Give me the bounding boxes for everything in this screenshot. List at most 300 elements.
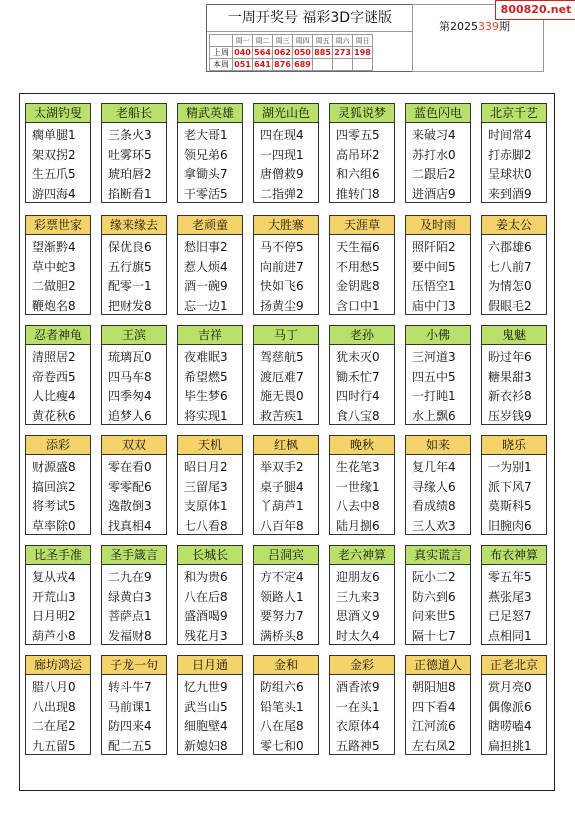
riddle-lines [254,345,318,426]
riddle-line: 生五爪5 [32,167,76,181]
riddle-line: 推转门8 [336,186,380,201]
riddle-lines [254,235,318,316]
riddle-card [253,325,319,425]
riddle-author-name: 鬼魅 [482,326,546,345]
riddle-line: 庙中门3 [412,298,456,313]
riddle-lines [102,235,166,316]
riddle-line: 搞回滨2 [32,479,76,494]
riddle-lines [102,345,166,426]
riddle-line: 二九在9 [108,570,152,584]
riddle-line: 八在后8 [184,589,228,604]
riddle-card [405,215,471,315]
riddle-line: 举双手2 [260,460,304,474]
riddle-author-name: 老顽童 [178,216,242,235]
riddle-line: 方不定4 [260,570,304,584]
row-label: 上周 [210,47,233,59]
site-watermark-badge[interactable]: 800820.net [495,0,575,20]
riddle-card [101,545,167,645]
riddle-line: 三留尾3 [184,479,228,494]
riddle-card [25,103,91,203]
riddle-card [481,103,547,203]
riddle-author-name: 比圣手准 [26,546,90,565]
riddle-line: 把财发8 [108,298,152,313]
issue-prefix: 第2025 [439,20,478,33]
weekday-label: 周二 [253,35,273,47]
riddle-line: 残花月3 [184,628,228,643]
riddle-line: 丫葫芦1 [260,499,304,513]
riddle-card [481,655,547,755]
riddle-card [177,545,243,645]
riddle-lines [330,345,394,426]
riddle-line: 瘸单腿1 [32,128,76,142]
weekday-label: 周一 [233,35,253,47]
riddle-line: 看成绩8 [412,499,456,513]
riddle-line: 三九来3 [336,589,380,604]
riddle-author-name: 布衣神算 [482,546,546,565]
draw-number: 689 [294,60,311,69]
riddle-line: 阮小二2 [412,570,456,584]
riddle-line: 八百年8 [260,518,304,533]
riddle-line: 日月明2 [32,609,76,623]
riddle-lines [178,345,242,426]
weekday-label: 周六 [333,35,353,47]
riddle-line: 盛酒喝9 [184,609,228,623]
riddle-author-name: 金和 [254,656,318,675]
riddle-card [253,435,319,535]
riddle-line: 酒香浓9 [336,680,380,694]
riddle-author-name: 晚秋 [330,436,394,455]
riddle-line: 四零五5 [336,128,380,142]
riddle-lines [102,455,166,536]
riddle-line: 照阡陌2 [412,240,456,254]
riddle-line: 要努力7 [260,609,304,623]
issue-suffix: 期 [499,20,510,33]
riddle-card [101,435,167,535]
riddle-line: 四在现4 [260,128,304,142]
riddle-line: 燕张尾3 [488,589,532,604]
riddle-line: 一在头1 [336,699,380,714]
last-week-row [210,47,373,59]
riddle-lines [254,455,318,536]
riddle-line: 食八宝8 [336,408,380,423]
riddle-line: 拿锄头7 [184,167,228,181]
riddle-line: 马前课1 [108,699,152,714]
riddle-line: 二做胆2 [32,279,76,293]
riddle-line: 来破习4 [412,128,456,142]
riddle-lines [26,123,90,204]
draw-number: 876 [274,60,291,69]
panel-title: 一周开奖号 福彩3D字谜版 [207,5,413,32]
riddle-line: 一四现1 [260,147,304,162]
draw-number: 198 [354,48,371,57]
riddle-card [253,103,319,203]
riddle-line: 七八前7 [488,259,532,274]
riddle-line: 人比瘦4 [32,389,76,403]
this-week-row [210,59,373,71]
riddle-lines [102,565,166,646]
riddle-author-name: 正德道人 [406,656,470,675]
draw-number: 273 [334,48,351,57]
riddle-card [329,215,395,315]
riddle-line: 含口中1 [336,298,380,313]
riddle-line: 渡厄难7 [260,369,304,384]
riddle-lines [330,455,394,536]
riddle-line: 高吊环2 [336,147,380,162]
riddle-line: 扁担挑1 [488,738,532,753]
riddle-lines [330,675,394,756]
riddle-lines [254,675,318,756]
riddle-lines [330,123,394,204]
riddle-line: 要中间5 [412,259,456,274]
riddle-line: 四季匆4 [108,389,152,403]
riddle-card [329,435,395,535]
riddle-author-name: 双双 [102,436,166,455]
riddle-line: 五行旗5 [108,259,152,274]
riddle-line: 来到酒9 [488,186,532,201]
riddle-card [329,103,395,203]
riddle-author-name: 精武英雄 [178,104,242,123]
riddle-card [253,655,319,755]
riddle-line: 酒一碗9 [184,279,228,293]
riddle-line: 将考试5 [32,499,76,513]
riddle-line: 向前进7 [260,259,304,274]
riddle-line: 时间常4 [488,128,532,142]
riddle-author-name: 天涯草 [330,216,394,235]
riddle-author-name: 金彩 [330,656,394,675]
riddle-line: 掐断看1 [108,186,152,201]
riddle-author-name: 忍者神龟 [26,326,90,345]
riddle-author-name: 太湖钓叟 [26,104,90,123]
riddle-line: 发福财8 [108,628,152,643]
riddle-line: 琥珀唇2 [108,167,152,181]
riddle-lines [254,565,318,646]
riddle-line: 二在尾2 [32,719,76,733]
riddle-line: 九五留5 [32,738,76,753]
riddle-line: 八出现8 [32,699,76,714]
riddle-line: 细胞壁4 [184,719,228,733]
riddle-lines [406,675,470,756]
riddle-line: 三河道3 [412,350,456,364]
riddle-line: 绿黄白3 [108,589,152,604]
riddle-lines [482,123,546,204]
riddle-line: 零零配6 [108,479,152,494]
riddle-line: 草率除0 [32,518,76,533]
riddle-line: 呈球状0 [488,167,532,181]
riddle-line: 防六到6 [412,589,456,604]
riddle-lines [330,235,394,316]
riddle-line: 昭日月2 [184,460,228,474]
weekday-label: 周五 [313,35,333,47]
riddle-lines [26,345,90,426]
riddle-card [177,325,243,425]
draw-number [313,59,333,71]
riddle-line: 寻缘人6 [412,479,456,494]
riddle-line: 零七和0 [260,738,304,753]
riddle-line: 将实现1 [184,408,228,423]
riddle-author-name: 日月通 [178,656,242,675]
row-label: 本周 [210,59,233,71]
riddle-line: 转斗牛7 [108,680,152,694]
riddle-line: 朝阳旭8 [412,680,456,694]
riddle-lines [330,565,394,646]
draw-number: 564 [254,48,271,57]
riddle-line: 犹未灭0 [336,350,380,364]
riddle-card [481,435,547,535]
issue-digits: 339 [478,20,499,33]
riddle-card [101,655,167,755]
riddle-line: 金钥匙8 [336,279,380,293]
riddle-line: 愁旧事2 [184,240,228,254]
riddle-line: 点相同1 [488,628,532,643]
riddle-line: 江河流6 [412,719,456,733]
riddle-line: 惹人烦4 [184,259,228,274]
riddle-line: 陆月捌6 [336,518,380,533]
riddle-author-name: 圣手箴言 [102,546,166,565]
riddle-author-name: 马丁 [254,326,318,345]
riddle-lines [482,455,546,536]
riddle-line: 二跟后2 [412,167,456,181]
weekday-label: 周三 [273,35,293,47]
riddle-author-name: 吕洞宾 [254,546,318,565]
riddle-lines [102,123,166,204]
riddle-author-name: 廊坊鸿运 [26,656,90,675]
riddle-grid [19,93,555,791]
draw-number [353,59,373,71]
riddle-line: 四马车8 [108,369,152,384]
riddle-author-name: 湖光山色 [254,104,318,123]
riddle-author-name: 北京千艺 [482,104,546,123]
riddle-line: 桌子腿4 [260,479,304,494]
riddle-card [405,103,471,203]
riddle-line: 琉璃瓦0 [108,350,152,364]
riddle-line: 领路人1 [260,589,304,604]
riddle-line: 新媳妇8 [184,738,228,753]
riddle-line: 领兄弟6 [184,147,228,162]
riddle-author-name: 真实谎言 [406,546,470,565]
riddle-line: 马不停5 [260,240,304,254]
riddle-author-name: 如来 [406,436,470,455]
riddle-line: 三条火3 [108,128,152,142]
riddle-lines [482,235,546,316]
riddle-line: 逸散倒3 [108,499,152,513]
riddle-line: 希望燃5 [184,369,228,384]
riddle-line: 支原体1 [184,499,228,513]
riddle-line: 天生福6 [336,240,380,254]
riddle-author-name: 正老北京 [482,656,546,675]
riddle-lines [178,455,242,536]
riddle-card [101,325,167,425]
riddle-line: 问来世5 [412,609,456,623]
riddle-line: 忘一边1 [184,298,228,313]
riddle-line: 保优良6 [108,240,152,254]
riddle-line: 一为别1 [488,460,532,474]
draw-number: 050 [294,48,311,57]
riddle-line: 复从戎4 [32,570,76,584]
riddle-line: 不用愁5 [336,259,380,274]
riddle-card [481,545,547,645]
riddle-line: 新衣衫8 [488,389,532,403]
weekday-label: 周日 [353,35,373,47]
riddle-line: 生花笔3 [336,460,380,474]
weekday-header-row [210,35,373,47]
riddle-line: 零五年5 [488,570,532,584]
riddle-line: 一打盹1 [412,389,456,403]
riddle-card [481,325,547,425]
riddle-lines [482,675,546,756]
riddle-card [25,215,91,315]
riddle-line: 八去中8 [336,499,380,513]
draw-number [333,59,353,71]
riddle-line: 忆九世9 [184,680,228,694]
draw-number: 062 [274,48,291,57]
riddle-author-name: 彩票世家 [26,216,90,235]
riddle-card [177,435,243,535]
riddle-card [405,435,471,535]
draw-results-panel [206,4,414,72]
draw-number: 051 [234,60,251,69]
riddle-author-name: 蓝色闪电 [406,104,470,123]
weekday-label: 周四 [293,35,313,47]
riddle-line: 菩萨点1 [108,609,152,623]
riddle-line: 清照居2 [32,350,76,364]
riddle-author-name: 缘来缘去 [102,216,166,235]
riddle-line: 快如飞6 [260,279,304,293]
riddle-line: 驾慈航5 [260,350,304,364]
riddle-author-name: 长城长 [178,546,242,565]
riddle-line: 四五中5 [412,369,456,384]
riddle-card [405,545,471,645]
riddle-line: 追梦人6 [108,408,152,423]
riddle-line: 零在看0 [108,460,152,474]
riddle-line: 糖果甜3 [488,369,532,384]
riddle-card [101,215,167,315]
riddle-line: 压岁钱9 [488,408,532,423]
riddle-line: 七八看8 [184,518,228,533]
riddle-card [25,325,91,425]
riddle-card [177,103,243,203]
riddle-line: 唐僧救9 [260,167,304,181]
riddle-lines [178,235,242,316]
riddle-author-name: 子龙一句 [102,656,166,675]
riddle-card [253,545,319,645]
riddle-line: 和为贵6 [184,570,228,584]
riddle-author-name: 天机 [178,436,242,455]
riddle-lines [26,235,90,316]
riddle-author-name: 灵狐说梦 [330,104,394,123]
riddle-line: 水上飘6 [412,408,456,423]
riddle-line: 衣原体4 [336,719,380,733]
riddle-line: 五路神5 [336,738,380,753]
riddle-line: 派下风7 [488,479,532,494]
riddle-line: 葫芦小8 [32,628,76,643]
riddle-card [101,103,167,203]
riddle-line: 旧腕肉6 [488,518,532,533]
riddle-lines [406,455,470,536]
weekly-draw-table [209,34,373,71]
riddle-line: 鞭炮名8 [32,298,76,313]
riddle-line: 毕生梦6 [184,389,228,403]
riddle-author-name: 老六神算 [330,546,394,565]
riddle-author-name: 大胜寨 [254,216,318,235]
riddle-line: 锄禾忙7 [336,369,380,384]
riddle-author-name: 小佛 [406,326,470,345]
riddle-line: 吐雾环5 [108,147,152,162]
riddle-line: 莫斯科5 [488,499,532,513]
riddle-card [25,655,91,755]
riddle-line: 配二五5 [108,738,152,753]
riddle-lines [406,235,470,316]
riddle-line: 防组六6 [260,680,304,694]
riddle-author-name: 姜太公 [482,216,546,235]
riddle-line: 二指弹2 [260,186,304,201]
riddle-lines [26,455,90,536]
riddle-line: 找真相4 [108,518,152,533]
riddle-line: 和六组6 [336,167,380,181]
riddle-author-name: 添彩 [26,436,90,455]
riddle-lines [178,675,242,756]
riddle-line: 一世缘1 [336,479,380,494]
riddle-line: 腊八月0 [32,680,76,694]
riddle-line: 开荒山3 [32,589,76,604]
issue-number [439,18,510,34]
draw-number: 885 [314,48,331,57]
riddle-line: 左右凤2 [412,738,456,753]
riddle-lines [26,675,90,756]
riddle-card [177,655,243,755]
riddle-lines [482,565,546,646]
riddle-lines [482,345,546,426]
riddle-line: 进酒店9 [412,186,456,201]
draw-number: 040 [234,48,251,57]
corner-cell [210,35,233,47]
riddle-line: 四时行4 [336,389,380,403]
riddle-line: 干零活5 [184,186,228,201]
riddle-card [329,325,395,425]
riddle-line: 黄花秋6 [32,408,76,423]
riddle-author-name: 晓乐 [482,436,546,455]
riddle-line: 为情怎0 [488,279,532,293]
riddle-line: 救苦疾1 [260,408,304,423]
riddle-author-name: 王滨 [102,326,166,345]
riddle-card [405,325,471,425]
riddle-lines [406,123,470,204]
riddle-line: 六郡雄6 [488,240,532,254]
riddle-line: 施无畏0 [260,389,304,403]
riddle-line: 架双拐2 [32,147,76,162]
riddle-line: 扬黄尘9 [260,298,304,313]
riddle-lines [406,565,470,646]
riddle-card [25,545,91,645]
riddle-lines [254,123,318,204]
riddle-line: 盼过年6 [488,350,532,364]
riddle-lines [406,345,470,426]
riddle-card [25,435,91,535]
riddle-line: 复几年4 [412,460,456,474]
riddle-line: 财源盛8 [32,460,76,474]
riddle-lines [178,565,242,646]
riddle-line: 苏打水0 [412,147,456,162]
riddle-lines [178,123,242,204]
riddle-line: 假眼毛2 [488,298,532,313]
draw-number: 641 [254,60,271,69]
riddle-lines [102,675,166,756]
riddle-line: 时太久4 [336,628,380,643]
riddle-author-name: 吉祥 [178,326,242,345]
riddle-line: 四下看4 [412,699,456,714]
riddle-author-name: 老船长 [102,104,166,123]
riddle-line: 赏月亮0 [488,680,532,694]
riddle-line: 压悟空1 [412,279,456,293]
